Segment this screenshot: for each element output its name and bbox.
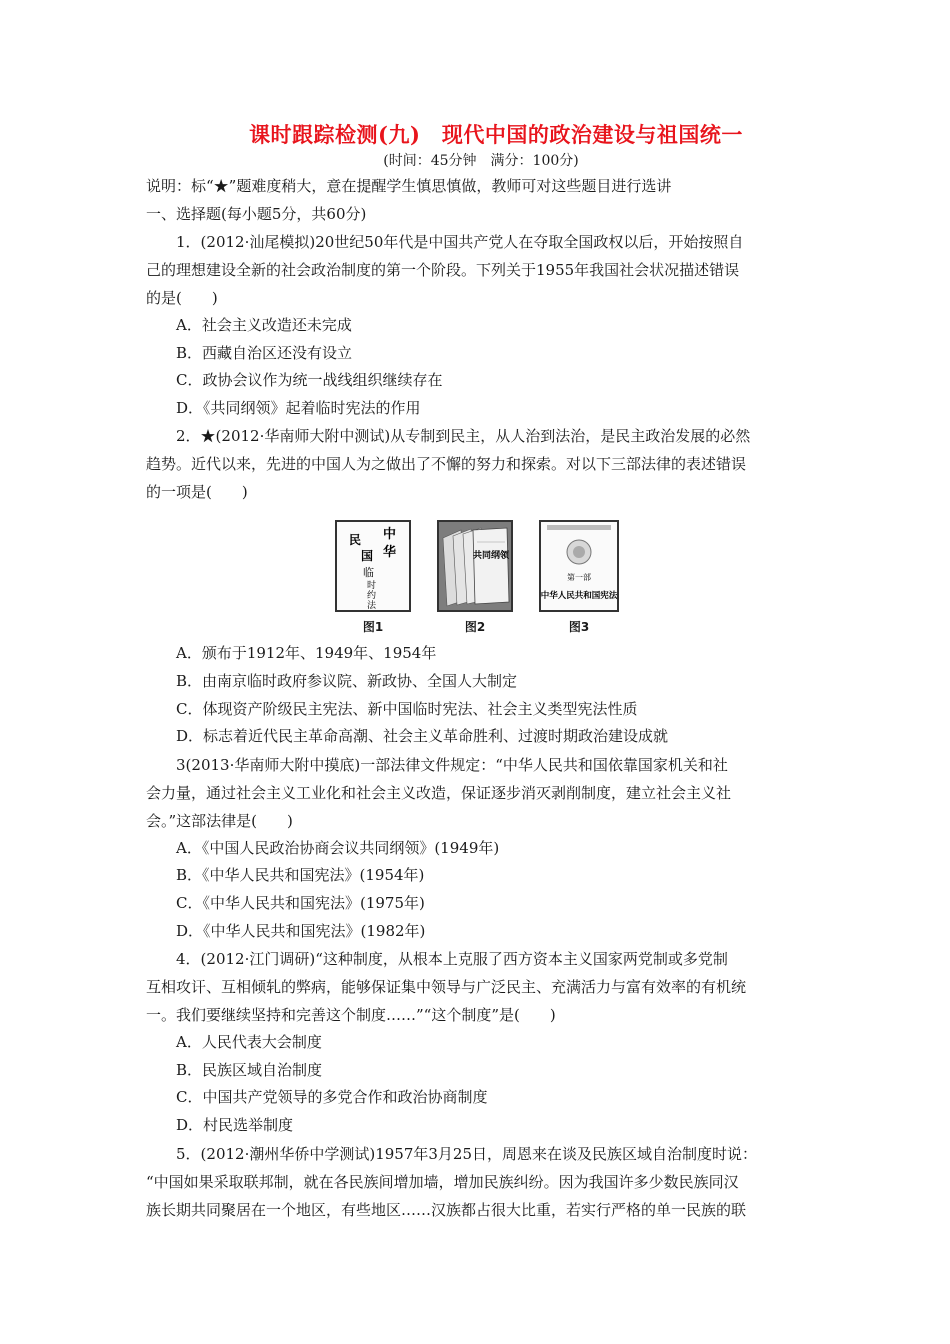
provisional-constitution-image xyxy=(335,520,411,612)
figure-caption: 图3 xyxy=(568,620,590,635)
figure-2-drawing xyxy=(439,522,511,610)
question-text: 趋势。近代以来，先进的中国人为之做出了不懈的努力和探索。对以下三部法律的表述错误 xyxy=(146,455,747,474)
option-a: A．人民代表大会制度 xyxy=(176,1033,322,1052)
option-b: B．民族区域自治制度 xyxy=(176,1060,323,1079)
figure-3 xyxy=(539,520,619,636)
option-d: D．《中华人民共和国宪法》(1982年) xyxy=(176,921,426,940)
figure-row xyxy=(148,520,806,636)
section-heading: 一、选择题(每小题5分，共60分) xyxy=(146,205,367,223)
svg-text:中华人民共和国宪法: 中华人民共和国宪法 xyxy=(541,591,617,602)
svg-text:第一部: 第一部 xyxy=(567,573,591,583)
option-a: A．社会主义改造还未完成 xyxy=(176,316,352,334)
page-subtitle: (时间：45分钟 满分：100分) xyxy=(383,153,579,169)
option-b: B．由南京临时政府参议院、新政协、全国人大制定 xyxy=(176,671,518,690)
question-text: 互相攻讦、互相倾轧的弊病，能够保证集中领导与广泛民主、充满活力与富有效率的有机统 xyxy=(146,978,747,997)
question-text: 会力量，通过社会主义工业化和社会主义改造，保证逐步消灭剥削制度，建立社会主义社 xyxy=(146,783,732,802)
question-text: 的是( ) xyxy=(146,289,218,307)
option-b: B．《中华人民共和国宪法》(1954年) xyxy=(176,866,425,885)
svg-text:临: 临 xyxy=(363,566,374,580)
question-text: 族长期共同聚居在一个地区，有些地区……汉族都占很大比重，若实行严格的单一民族的联 xyxy=(146,1200,747,1219)
question-3 xyxy=(146,751,806,945)
question-2 xyxy=(146,422,806,750)
question-1 xyxy=(146,228,806,422)
question-text: 一。我们要继续坚持和完善这个制度……”“这个制度”是( ) xyxy=(146,1006,556,1025)
figure-3-drawing xyxy=(541,522,617,610)
svg-text:中: 中 xyxy=(383,527,397,543)
svg-text:国: 国 xyxy=(361,549,374,564)
note: 说明：标“★”题难度稍大，意在提醒学生慎思慎做，教师可对这些题目进行选讲 xyxy=(146,177,672,195)
option-c: C．《中华人民共和国宪法》(1975年) xyxy=(176,893,425,912)
option-b: B．西藏自治区还没有设立 xyxy=(176,343,353,362)
figure-1-drawing xyxy=(337,522,409,610)
constitution-1954-image xyxy=(539,520,619,612)
question-text: 2．★(2012·华南师大附中测试)从专制到民主，从人治到法治，是民主政治发展的必然 xyxy=(176,427,751,446)
figure-caption: 图2 xyxy=(464,620,486,635)
question-text: 1．(2012·汕尾模拟)20世纪50年代是中国共产党人在夺取全国政权以后，开始按照自 xyxy=(176,233,744,251)
svg-text:华: 华 xyxy=(383,545,397,561)
figure-1 xyxy=(335,520,411,636)
option-d: D．《共同纲领》起着临时宪法的作用 xyxy=(176,398,421,417)
option-c: C．政协会议作为统一战线组织继续存在 xyxy=(176,371,443,390)
question-text: 3(2013·华南师大附中摸底)一部法律文件规定：“中华人民共和国依靠国家机关和社 xyxy=(176,755,728,774)
option-a: A．颁布于1912年、1949年、1954年 xyxy=(176,644,437,663)
svg-text:共同纲领: 共同纲领 xyxy=(472,551,510,562)
question-text: “中国如果采取联邦制，就在各民族间增加墙，增加民族纠纷。因为我国许多少数民族同汉 xyxy=(146,1172,739,1191)
question-text: 的一项是( ) xyxy=(146,483,248,502)
question-5 xyxy=(146,1140,806,1224)
page-title: 课时跟踪检测(九) 现代中国的政治建设与祖国统一 xyxy=(249,122,743,147)
option-c: C．中国共产党领导的多党合作和政治协商制度 xyxy=(176,1088,488,1107)
svg-text:时: 时 xyxy=(367,581,377,592)
question-text: 己的理想建设全新的社会政治制度的第一个阶段。下列关于1955年我国社会状况描述错误 xyxy=(146,261,740,279)
option-d: D．标志着近代民主革命高潮、社会主义革命胜利、过渡时期政治建设成就 xyxy=(176,727,669,746)
svg-text:法: 法 xyxy=(367,601,377,611)
question-text: 会。”这部法律是( ) xyxy=(146,811,293,830)
option-d: D．村民选举制度 xyxy=(176,1115,294,1134)
figure-2 xyxy=(437,520,513,636)
national-emblem-icon xyxy=(573,546,585,558)
option-c: C．体现资产阶级民主宪法、新中国临时宪法、社会主义类型宪法性质 xyxy=(176,699,638,718)
question-text: 4．(2012·江门调研)“这种制度，从根本上克服了西方资本主义国家两党制或多党制 xyxy=(176,950,728,969)
question-4 xyxy=(146,945,806,1139)
svg-text:约: 约 xyxy=(367,591,377,602)
common-program-image xyxy=(437,520,513,612)
question-text: 5．(2012·潮州华侨中学测试)1957年3月25日，周恩来在谈及民族区域自治制度时说： xyxy=(176,1144,757,1163)
svg-text:民: 民 xyxy=(349,533,362,548)
figure-caption: 图1 xyxy=(362,620,384,635)
document-page xyxy=(146,120,806,1224)
option-a: A．《中国人民政治协商会议共同纲领》(1949年) xyxy=(176,838,500,857)
